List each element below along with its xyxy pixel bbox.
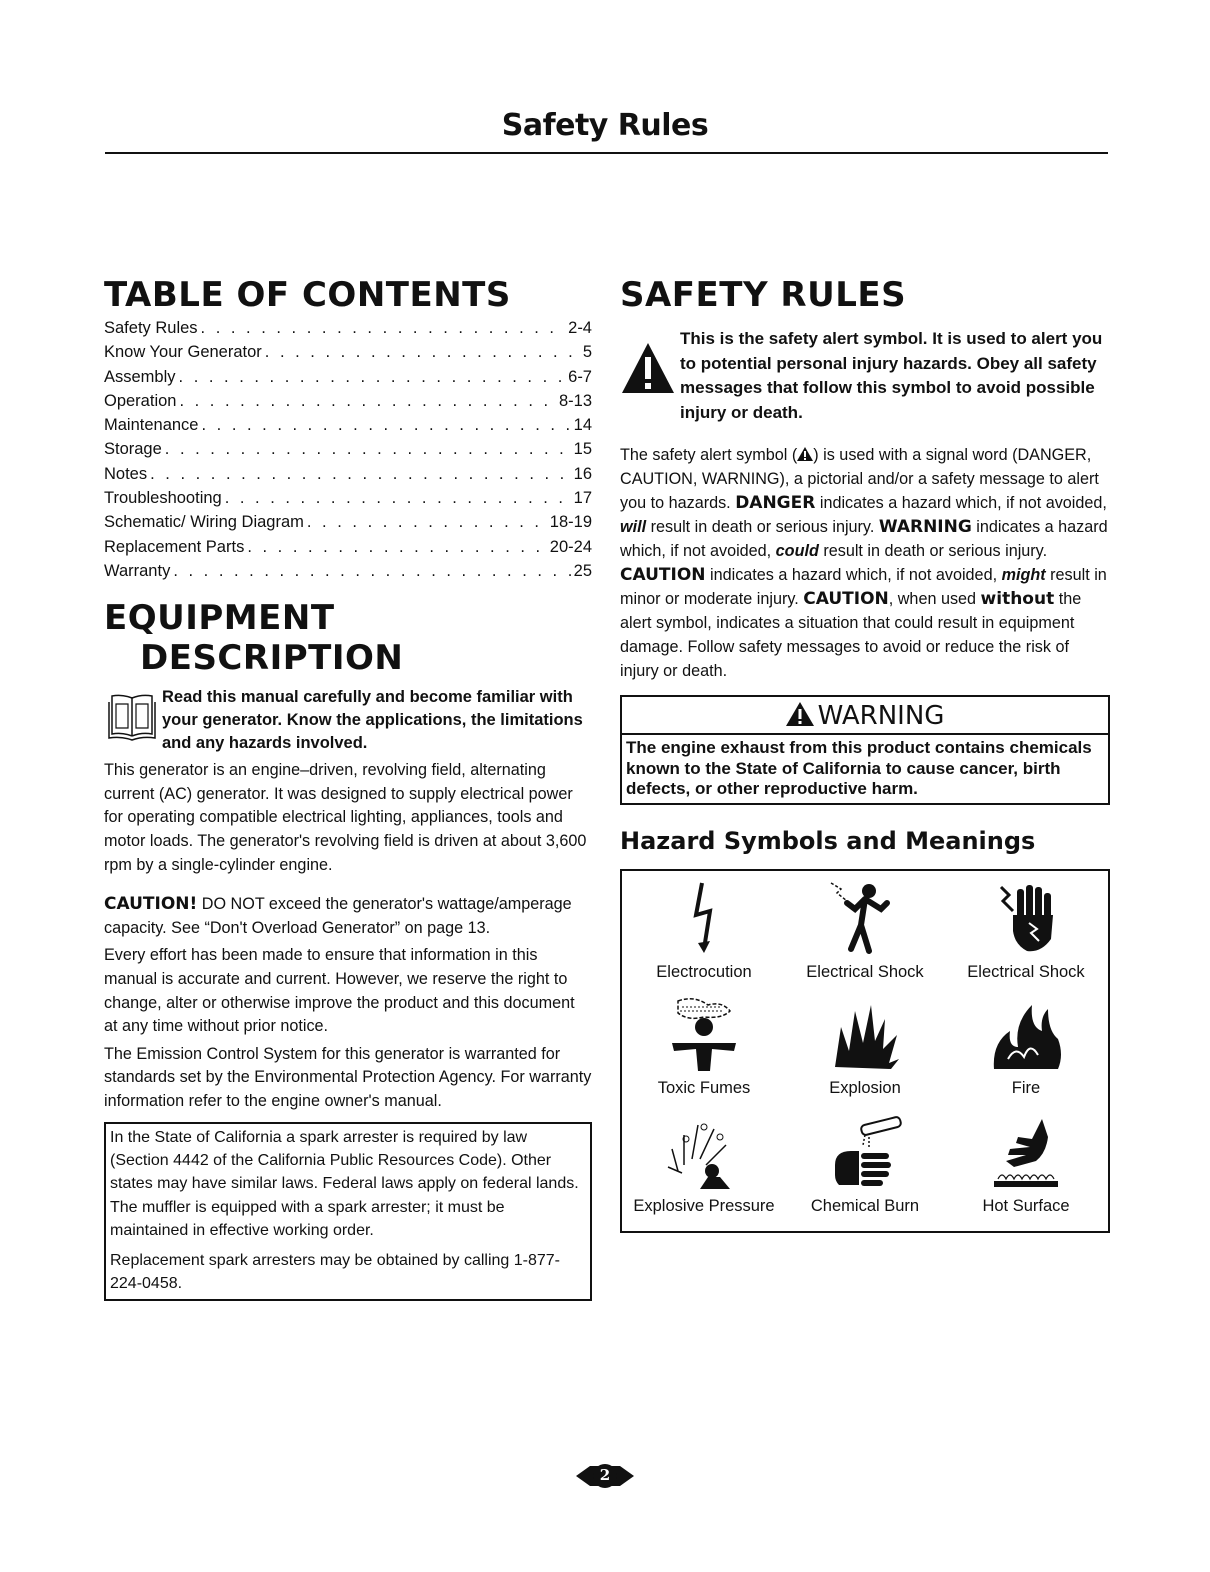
page-header-title: Safety Rules [501,108,709,143]
accuracy-notice: Every effort has been made to ensure that information in this manual is accurate and current. However, we reserve the right to change, alter or otherwise improve the product and this document at any time without prior notice. [104,946,575,1036]
could-emphasis: could [775,542,819,560]
toc-item-schematic-wiring-diagram[interactable] [104,513,592,537]
toc-item-operation[interactable] [104,392,592,416]
toc-item-page: 15 [573,440,592,459]
toc-item-label: Assembly [104,367,176,386]
toc-item-notes[interactable] [104,465,592,489]
toc-item-label: Storage [104,440,162,459]
toc-item-label: Notes [104,464,148,483]
fire-icon [986,997,1066,1073]
toc-item-label: Schematic/ Wiring Diagram [104,513,304,532]
toc-leader-dots [165,440,571,459]
toc-leader-dots [247,538,546,557]
equipment-title-line2: DESCRIPTION [140,638,404,679]
table-of-contents [104,319,592,586]
hazard-symbols-title: Hazard Symbols and Meanings [620,826,1036,855]
hazard-label: Toxic Fumes [657,1078,751,1097]
toc-title: TABLE OF CONTENTS [104,275,511,315]
hazard-explosive-pressure [624,1115,784,1216]
hazard-label: Hot Surface [982,1196,1070,1215]
toc-leader-dots [150,465,571,484]
toc-item-label: Maintenance [104,416,199,435]
warning-keyword: WARNING [878,517,972,537]
toc-item-page: 18-19 [549,513,592,532]
desc-part: indicates a hazard which, if not avoided, [620,518,1108,560]
toc-item-page: 14 [573,416,592,435]
toc-leader-dots [173,562,570,581]
safety-alert-icon [620,341,676,395]
desc-part: the alert symbol, indicates a situation that could result in equipment damage. Follow safety messages to avoid or reduce the risk of injury or death. [620,590,1082,680]
toc-item-safety-rules[interactable] [104,319,592,343]
toc-leader-dots [201,319,566,338]
toc-item-troubleshooting[interactable] [104,489,592,513]
inline-alert-icon [797,447,813,461]
toc-item-page: 2-4 [568,319,592,337]
header-rule [105,152,1108,154]
toc-item-page: 20-24 [549,537,592,556]
caution-paragraph [104,893,592,940]
desc-part: result in minor or moderate injury. [620,566,1107,608]
toc-item-replacement-parts[interactable] [104,538,592,562]
hazard-label: Explosion [829,1078,901,1097]
desc-part: indicates a hazard which, if not avoided, [705,566,1002,584]
prop65-warning-box [620,695,1110,805]
lightning-bolt-icon [674,879,734,957]
toc-item-label: Troubleshooting [104,489,222,508]
warning-header [622,697,1108,735]
generator-description: This generator is an engine–driven, revolving field, alternating current (AC) generator. It was designed to supply electrical power for operating compatible electrical lighting, appliances, tools and motor loads. The generator's revolving field is driven at about 3,600 rpm by a single-cylinder engine. [104,761,587,874]
safety-rules-title: SAFETY RULES [620,275,907,315]
read-manual-note [104,686,592,755]
toc-item-assembly[interactable] [104,368,592,392]
hazard-label: Electrical Shock [806,962,924,981]
toc-item-label: Replacement Parts [104,537,245,556]
hazard-symbols-grid [620,869,1110,1233]
hazard-fire [946,997,1106,1098]
hazard-label: Fire [1011,1078,1041,1097]
hazard-label: Electrocution [656,962,752,981]
toc-item-label: Safety Rules [104,319,198,337]
signal-word-description [620,443,1110,683]
warning-text: The engine exhaust from this product contains chemicals known to the State of California to cause cancer, birth defects, or other reproductive harm. [626,738,1092,798]
emission-notice: The Emission Control System for this generator is warranted for standards set by the Environmental Protection Agency. For warranty information refer to the engine owner's manual. [104,1044,592,1110]
desc-part: result in death or serious injury. [646,518,879,536]
spark-arrester-law: In the State of California a spark arrester is required by law (Section 4442 of the California Public Resources Code). Other states may have similar laws. Federal laws apply on federal lands. The muffler is equipped with a spark arrester; it must be maintained in effective working order. [110,1128,579,1240]
equipment-description-title [104,598,592,679]
hazard-label: Chemical Burn [810,1196,920,1215]
read-manual-text: Read this manual carefully and become familiar with your generator. Know the applications, the limitations and any hazards involved. [162,688,583,753]
spark-arrester-box [104,1122,592,1302]
warning-alert-icon [786,702,814,726]
toc-item-know-your-generator[interactable] [104,343,592,367]
toc-leader-dots [265,343,580,362]
open-book-icon [104,690,160,744]
toc-leader-dots [179,392,556,411]
toc-item-maintenance[interactable] [104,416,592,440]
toc-leader-dots [201,416,570,435]
toc-item-page: 16 [573,464,592,483]
hot-surface-icon [986,1115,1066,1191]
desc-part: indicates a hazard which, if not avoided, [815,494,1107,512]
hazard-chemical-burn [785,1115,945,1216]
page-number: 2 [599,1466,611,1484]
danger-keyword: DANGER [735,493,816,513]
hazard-electrocution [624,879,784,982]
safety-alert-text: This is the safety alert symbol. It is used to alert you to potential personal injury hazards. Obey all safety messages that follow this symbol to avoid possible injury or death. [680,329,1103,422]
caution-label: CAUTION! [104,894,198,915]
caution-text: DO NOT exceed the generator's wattage/amperage capacity. See “Don't Overload Generator” on page 13. [104,895,572,937]
toc-item-storage[interactable] [104,440,592,464]
chemical-burn-icon [825,1115,905,1191]
toc-item-page: 8-13 [558,391,592,410]
hazard-electrical-shock-person [785,879,945,982]
toc-item-label: Warranty [104,561,171,580]
hazard-hot-surface [946,1115,1106,1216]
toc-leader-dots [179,368,566,387]
page-number-badge [576,1462,634,1490]
toc-item-page: 17 [573,489,592,508]
hazard-toxic-fumes [624,997,784,1098]
safety-alert-statement [620,327,1110,425]
hand-shock-icon [991,879,1061,957]
hazard-label: Electrical Shock [967,962,1085,981]
toc-item-page: 5 [582,343,592,362]
toxic-fumes-icon [664,997,744,1073]
without-keyword: without [980,589,1055,609]
might-emphasis: might [1001,566,1046,584]
will-emphasis: will [620,518,647,536]
spark-arrester-replacement: Replacement spark arresters may be obtained by calling 1-877-224-0458. [110,1251,561,1293]
toc-item-label: Know Your Generator [104,343,262,362]
toc-item-label: Operation [104,391,177,410]
toc-leader-dots [307,513,547,532]
left-column [104,277,592,1301]
hazard-explosion [785,997,945,1098]
toc-item-page: 6-7 [568,367,592,386]
person-shock-icon [825,879,905,957]
explosion-icon [825,997,905,1073]
desc-part: The safety alert symbol ( [620,446,798,464]
desc-part: ) is used with a signal word (DANGER, CAUTION, WARNING), a pictorial and/or a safety message to alert you to hazards. [620,446,1099,512]
caution-keyword: CAUTION [620,565,706,585]
caution-keyword: CAUTION [803,589,889,609]
explosive-pressure-icon [664,1115,744,1191]
desc-part: , when used [888,590,981,608]
warning-label: WARNING [817,701,945,731]
equipment-title-line1: EQUIPMENT [104,598,335,639]
hazard-electrical-shock-hand [946,879,1106,982]
toc-leader-dots [225,489,571,508]
desc-part: result in death or serious injury. [818,542,1048,560]
right-column [620,277,1110,1233]
hazard-label: Explosive Pressure [633,1196,775,1215]
toc-item-warranty[interactable] [104,562,592,586]
toc-item-page: 25 [573,561,592,580]
